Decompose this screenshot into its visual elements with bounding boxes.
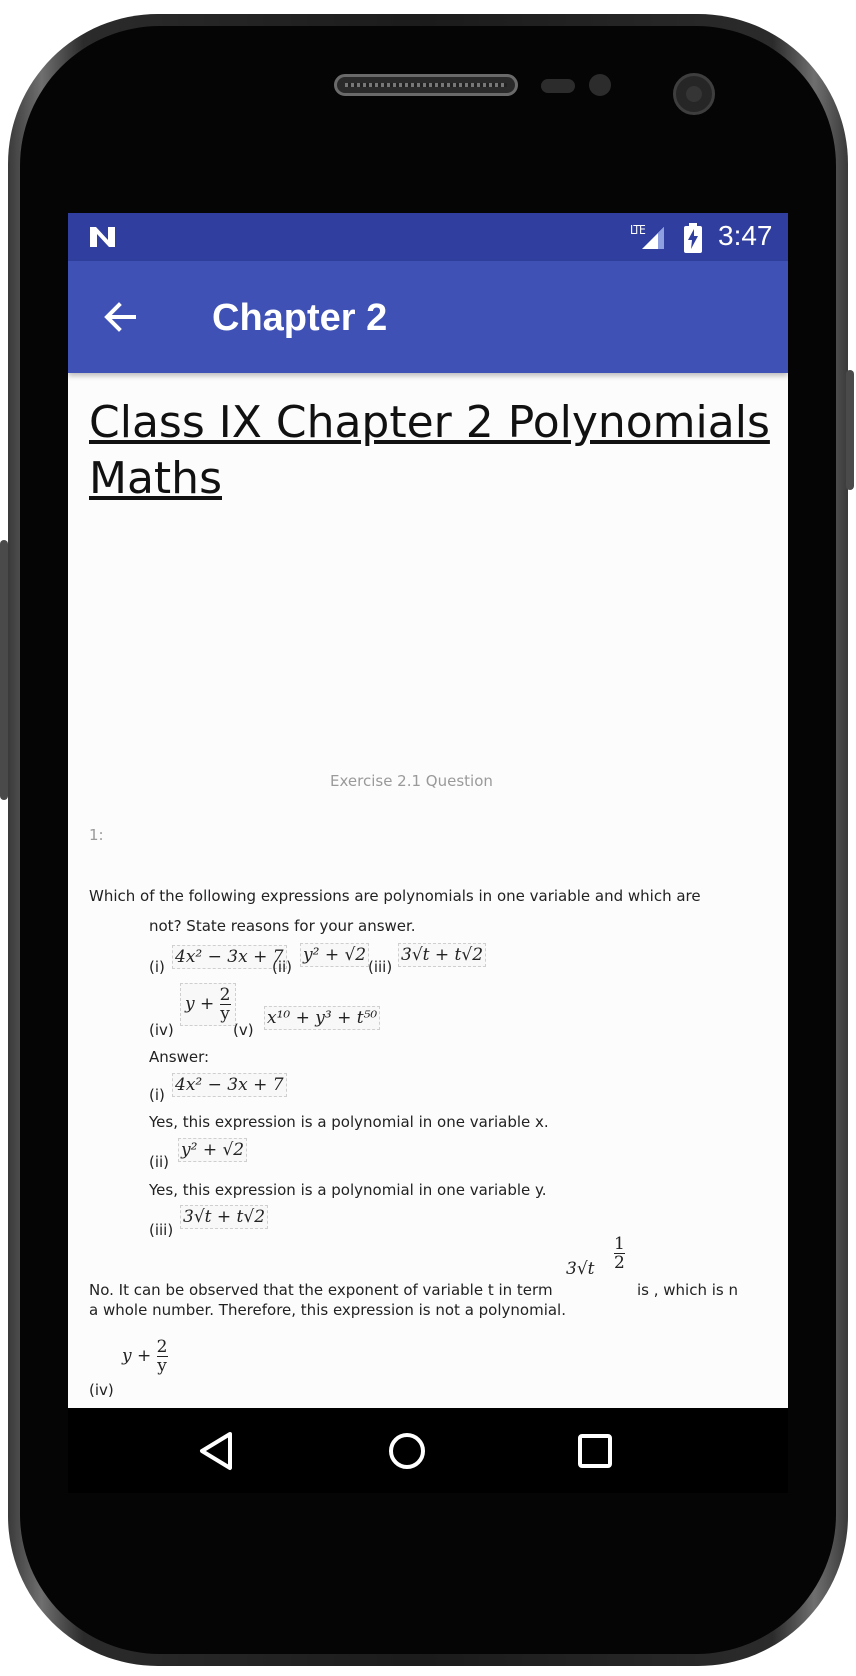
option-expression: 4x² − 3x + 7	[172, 945, 287, 969]
option-label: (ii)	[272, 958, 293, 976]
front-camera	[673, 73, 715, 115]
fraction	[220, 986, 231, 1023]
exercise-label: Exercise 2.1 Question	[330, 772, 493, 790]
battery-charging-icon	[683, 223, 703, 253]
answer-label-iv: (iv)	[89, 1381, 114, 1399]
option-label: (v)	[233, 1021, 254, 1039]
signal-icon	[640, 225, 666, 251]
fraction-numerator: 1	[614, 1234, 625, 1254]
network-type-label: LTE	[630, 223, 645, 237]
option-label: (i)	[149, 958, 165, 976]
nav-home-icon[interactable]	[378, 1422, 436, 1480]
exponent-fraction	[612, 1235, 627, 1272]
fraction	[157, 1338, 168, 1375]
expr-lead: y +	[122, 1346, 152, 1366]
fraction-denominator: y	[220, 1004, 230, 1024]
term-expression: 3√t	[566, 1259, 595, 1279]
answer-text: Yes, this expression is a polynomial in one variable y.	[149, 1181, 547, 1199]
earpiece-speaker	[334, 74, 518, 96]
answer-expression: 4x² − 3x + 7	[172, 1073, 287, 1097]
option-expression: y² + √2	[300, 943, 369, 967]
explanation-text: No. It can be observed that the exponent of variable t in term	[89, 1281, 553, 1299]
answer-expression: y² + √2	[178, 1138, 247, 1162]
answer-text: Yes, this expression is a polynomial in one variable x.	[149, 1113, 549, 1131]
nav-recents-icon[interactable]	[566, 1422, 624, 1480]
answer-label-iii: (iii)	[149, 1221, 174, 1239]
answer-expression	[120, 1338, 170, 1375]
document-content[interactable]	[68, 373, 788, 1408]
clock: 3:47	[718, 220, 773, 251]
option-expression: 3√t + t√2	[398, 943, 486, 967]
answer-expression: 3√t + t√2	[180, 1205, 268, 1229]
fraction-numerator: 2	[156, 1337, 168, 1357]
option-label: (iv)	[149, 1021, 174, 1039]
option-label: (iii)	[368, 958, 393, 976]
heading-line-2: Maths	[89, 453, 222, 504]
document-heading	[89, 395, 788, 507]
back-arrow-icon[interactable]	[98, 295, 142, 339]
proximity-sensor	[541, 79, 575, 93]
app-bar	[68, 261, 788, 373]
light-sensor	[589, 74, 611, 96]
screen	[68, 213, 788, 1493]
question-line-1: Which of the following expressions are polynomials in one variable and which are	[89, 887, 701, 905]
answer-label: Answer:	[149, 1048, 210, 1066]
status-bar	[68, 213, 788, 261]
fraction-denominator: 2	[614, 1253, 625, 1273]
navigation-bar	[68, 1408, 788, 1493]
answer-label-i: (i)	[149, 1086, 165, 1104]
notification-n-icon	[88, 225, 118, 249]
explanation-text: a whole number. Therefore, this expression is not a polynomial.	[89, 1301, 566, 1319]
answer-label-ii: (ii)	[149, 1153, 170, 1171]
explanation-text-tail: is , which is n	[637, 1281, 739, 1299]
fraction-numerator: 2	[219, 985, 231, 1005]
heading-line-1: Class IX Chapter 2 Polynomials	[89, 397, 770, 448]
option-expression	[180, 983, 236, 1026]
question-number: 1:	[89, 826, 104, 844]
expr-lead: y +	[185, 994, 215, 1014]
question-line-2: not? State reasons for your answer.	[149, 917, 416, 935]
volume-button	[846, 370, 854, 490]
fraction	[614, 1235, 625, 1272]
nav-back-icon[interactable]	[188, 1422, 246, 1480]
option-expression: x¹⁰ + y³ + t⁵⁰	[264, 1006, 380, 1030]
power-button	[0, 540, 8, 800]
fraction-denominator: y	[157, 1356, 167, 1376]
page-title: Chapter 2	[212, 297, 388, 339]
